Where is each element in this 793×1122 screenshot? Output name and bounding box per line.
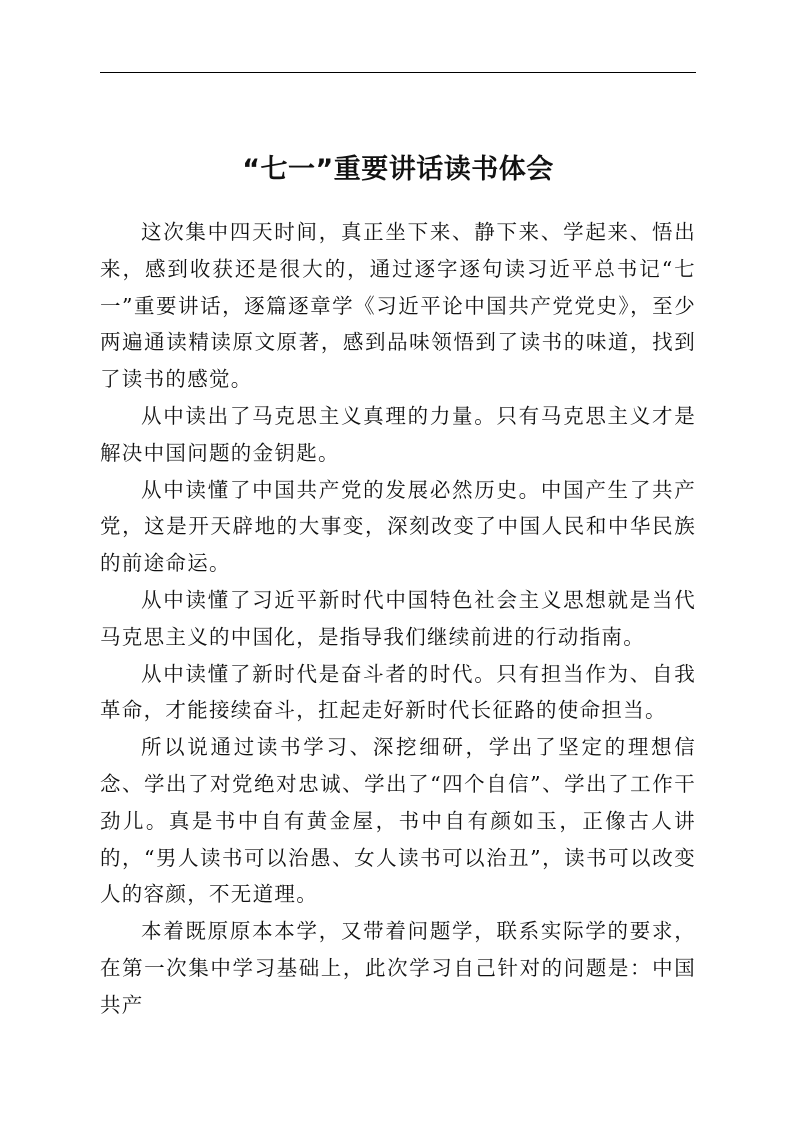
document-title: “七一”重要讲话读书体会 xyxy=(242,154,554,185)
paragraph: 从中读懂了中国共产党的发展必然历史。中国产生了共产党，这是开天辟地的大事变，深刻改变了中国人民和中华民族的前途命运。 xyxy=(100,477,696,576)
header-rule xyxy=(100,72,696,73)
paragraph: 这次集中四天时间，真正坐下来、静下来、学起来、悟出来，感到收获还是很大的，通过逐字逐句读习近平总书记“七一”重要讲话，逐篇逐章学《习近平论中国共产党党史》，至少两遍通读精读原文原著，感到品味领悟到了读书的味道，找到了读书的感觉。 xyxy=(100,220,696,392)
paragraph: 本着既原原本本学，又带着问题学，联系实际学的要求，在第一次集中学习基础上，此次学习自己针对的问题是：中国共产 xyxy=(100,919,696,1017)
paragraph: 从中读出了马克思主义真理的力量。只有马克思主义才是解决中国问题的金钥匙。 xyxy=(100,403,696,465)
paragraph: 从中读懂了新时代是奋斗者的时代。只有担当作为、自我革命，才能接续奋斗，扛起走好新时代长征路的使命担当。 xyxy=(100,661,696,723)
document-body xyxy=(100,214,696,1024)
paragraph: 从中读懂了习近平新时代中国特色社会主义思想就是当代马克思主义的中国化，是指导我们继续前进的行动指南。 xyxy=(100,587,696,649)
paragraph: 所以说通过读书学习、深挖细研，学出了坚定的理想信念、学出了对党绝对忠诚、学出了“四个自信”、学出了工作干劲儿。真是书中自有黄金屋，书中自有颜如玉，正像古人讲的，“男人读书可以治愚、女人读书可以治丑”，读书可以改变人的容颜，不无道理。 xyxy=(100,735,696,907)
